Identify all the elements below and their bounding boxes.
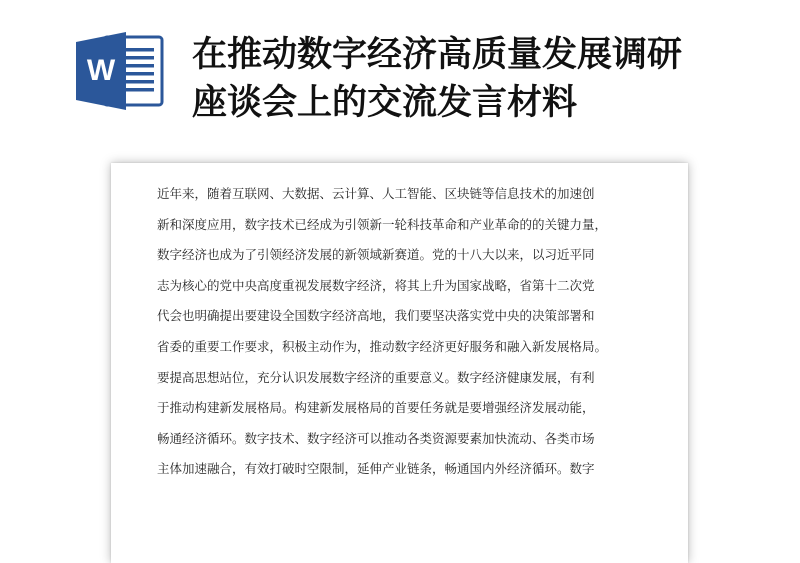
document-line: 数字经济也成为了引领经济发展的新领域新赛道。党的十八大以来，以习近平同 — [157, 247, 595, 263]
document-line: 近年来，随着互联网、大数据、云计算、人工智能、区块链等信息技术的加速创 — [157, 186, 595, 201]
document-line: 志为核心的党中央高度重视发展数字经济，将其上升为国家战略，省第十二次党 — [157, 277, 595, 293]
page-title — [192, 31, 792, 127]
document-line: 于推动构建新发展格局。构建新发展格局的首要任务就是要增强经济发展动能， — [157, 400, 595, 416]
document-line: 新和深度应用，数字技术已经成为引领新一轮科技革命和产业革命的的关键力量， — [157, 216, 608, 232]
document-line: 省委的重要工作要求，积极主动作为，推动数字经济更好服务和融入新发展格局。 — [157, 338, 608, 354]
header — [0, 0, 800, 150]
title-line-1: 在推动数字经济高质量发展调研 — [192, 35, 683, 75]
document-body — [157, 179, 657, 485]
document-line: 要提高思想站位，充分认识发展数字经济的重要意义。数字经济健康发展，有利 — [157, 369, 595, 385]
document-page-preview — [111, 163, 688, 563]
word-doc-icon — [74, 30, 164, 112]
document-line: 代会也明确提出要建设全国数字经济高地，我们要坚决落实党中央的决策部署和 — [157, 308, 595, 324]
document-line: 畅通经济循环。数字技术、数字经济可以推动各类资源要素加快流动、各类市场 — [157, 430, 595, 446]
word-icon-letter: W — [86, 54, 116, 87]
title-line-2: 座谈会上的交流发言材料 — [192, 83, 578, 123]
document-line: 主体加速融合，有效打破时空限制，延伸产业链条，畅通国内外经济循环。数字 — [157, 461, 595, 477]
